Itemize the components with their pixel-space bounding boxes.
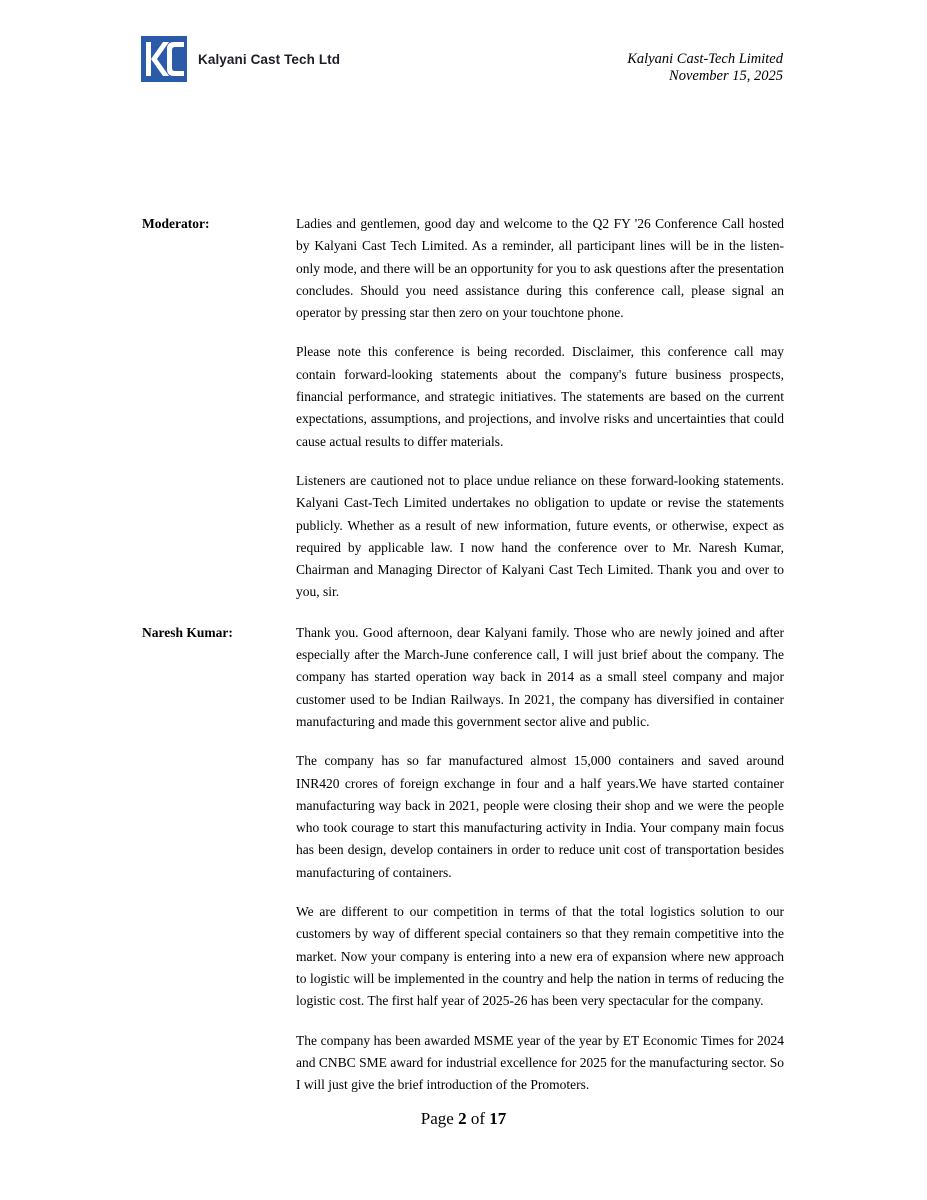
paragraph: Listeners are cautioned not to place undue reliance on these forward-looking statements. Kalyani Cast-Tech Limited undertakes no obligation to update or revise the statements publicly. Whether as a result of new information, future events, or otherwise, expect as required by applicable law. I now hand the conference over to Mr. Naresh Kumar, Chairman and Managing Director of Kalyani Cast Tech Limited. Thank you and over to you, sir. <box>296 472 784 600</box>
company-logo <box>141 36 340 82</box>
page-number-footer <box>0 1109 927 1129</box>
paragraph: Please note this conference is being recorded. Disclaimer, this conference call may contain forward-looking statements about the company's future business prospects, financial performance, and strategic initiatives. The statements are based on the current expectations, assumptions, and projections, and involve risks and uncertainties that could cause actual results to differ materials. <box>296 344 784 449</box>
total-pages-number: 17 <box>489 1109 507 1128</box>
current-page-number: 2 <box>458 1109 467 1128</box>
speaker-entry-moderator <box>142 213 784 604</box>
paragraph: The company has so far manufactured almost 15,000 containers and saved around INR420 crores of foreign exchange in four and a half years.We have started container manufacturing way back in 2021, people were closing their shop and we were the people who took courage to start this manufacturing activity in India. Your company main focus has been design, develop containers in order to reduce unit cost of transportation besides manufacturing of containers. <box>296 753 784 880</box>
speaker-name: Naresh Kumar: <box>142 624 233 640</box>
paragraph: Thank you. Good afternoon, dear Kalyani family. Those who are newly joined and after especially after the March-June conference call, I will just brief about the company. The company has started operation way back in 2014 as a small steel company and major customer used to be Indian Railways. In 2021, the company has diversified in container manufacturing and made this government sector alive and public. <box>296 624 784 729</box>
logo-wordmark: Kalyani Cast Tech Ltd <box>198 51 341 67</box>
header-company-name: Kalyani Cast-Tech Limited <box>627 51 783 67</box>
header-date: November 15, 2025 <box>669 68 783 84</box>
page-label: Page <box>420 1109 454 1128</box>
paragraph: Ladies and gentlemen, good day and welcome to the Q2 FY '26 Conference Call hosted by Kalyani Cast Tech Limited. As a reminder, all participant lines will be in the listen-only mode, and there will be an opportunity for you to ask questions after the presentation concludes. Should you need assistance during this conference call, please signal an operator by pressing star then zero on your touchtone phone. <box>296 216 784 321</box>
speaker-name: Moderator: <box>142 216 210 231</box>
paragraph: We are different to our competition in terms of that the total logistics solution to our customers by way of different special containers so that they remain competitive into the market. Now your company is entering into a new era of expansion where new approach to logistic will be implemented in the country and help the nation in terms of reducing the logistic cost. The first half year of 2025-26 has been very spectacular for the company. <box>296 904 784 1009</box>
kc-logo-icon <box>141 36 187 82</box>
transcript-body <box>142 213 784 1114</box>
speaker-entry-naresh-kumar <box>142 622 784 1097</box>
speaker-text <box>296 213 784 604</box>
paragraph: The company has been awarded MSME year of the year by ET Economic Times for 2024 and CNBC SME award for industrial excellence for 2025 for the manufacturing sector. So I will just give the brief introduction of the Promoters. <box>296 1032 784 1093</box>
of-label: of <box>470 1109 485 1128</box>
speaker-text <box>296 622 784 1097</box>
header-meta <box>627 51 783 85</box>
